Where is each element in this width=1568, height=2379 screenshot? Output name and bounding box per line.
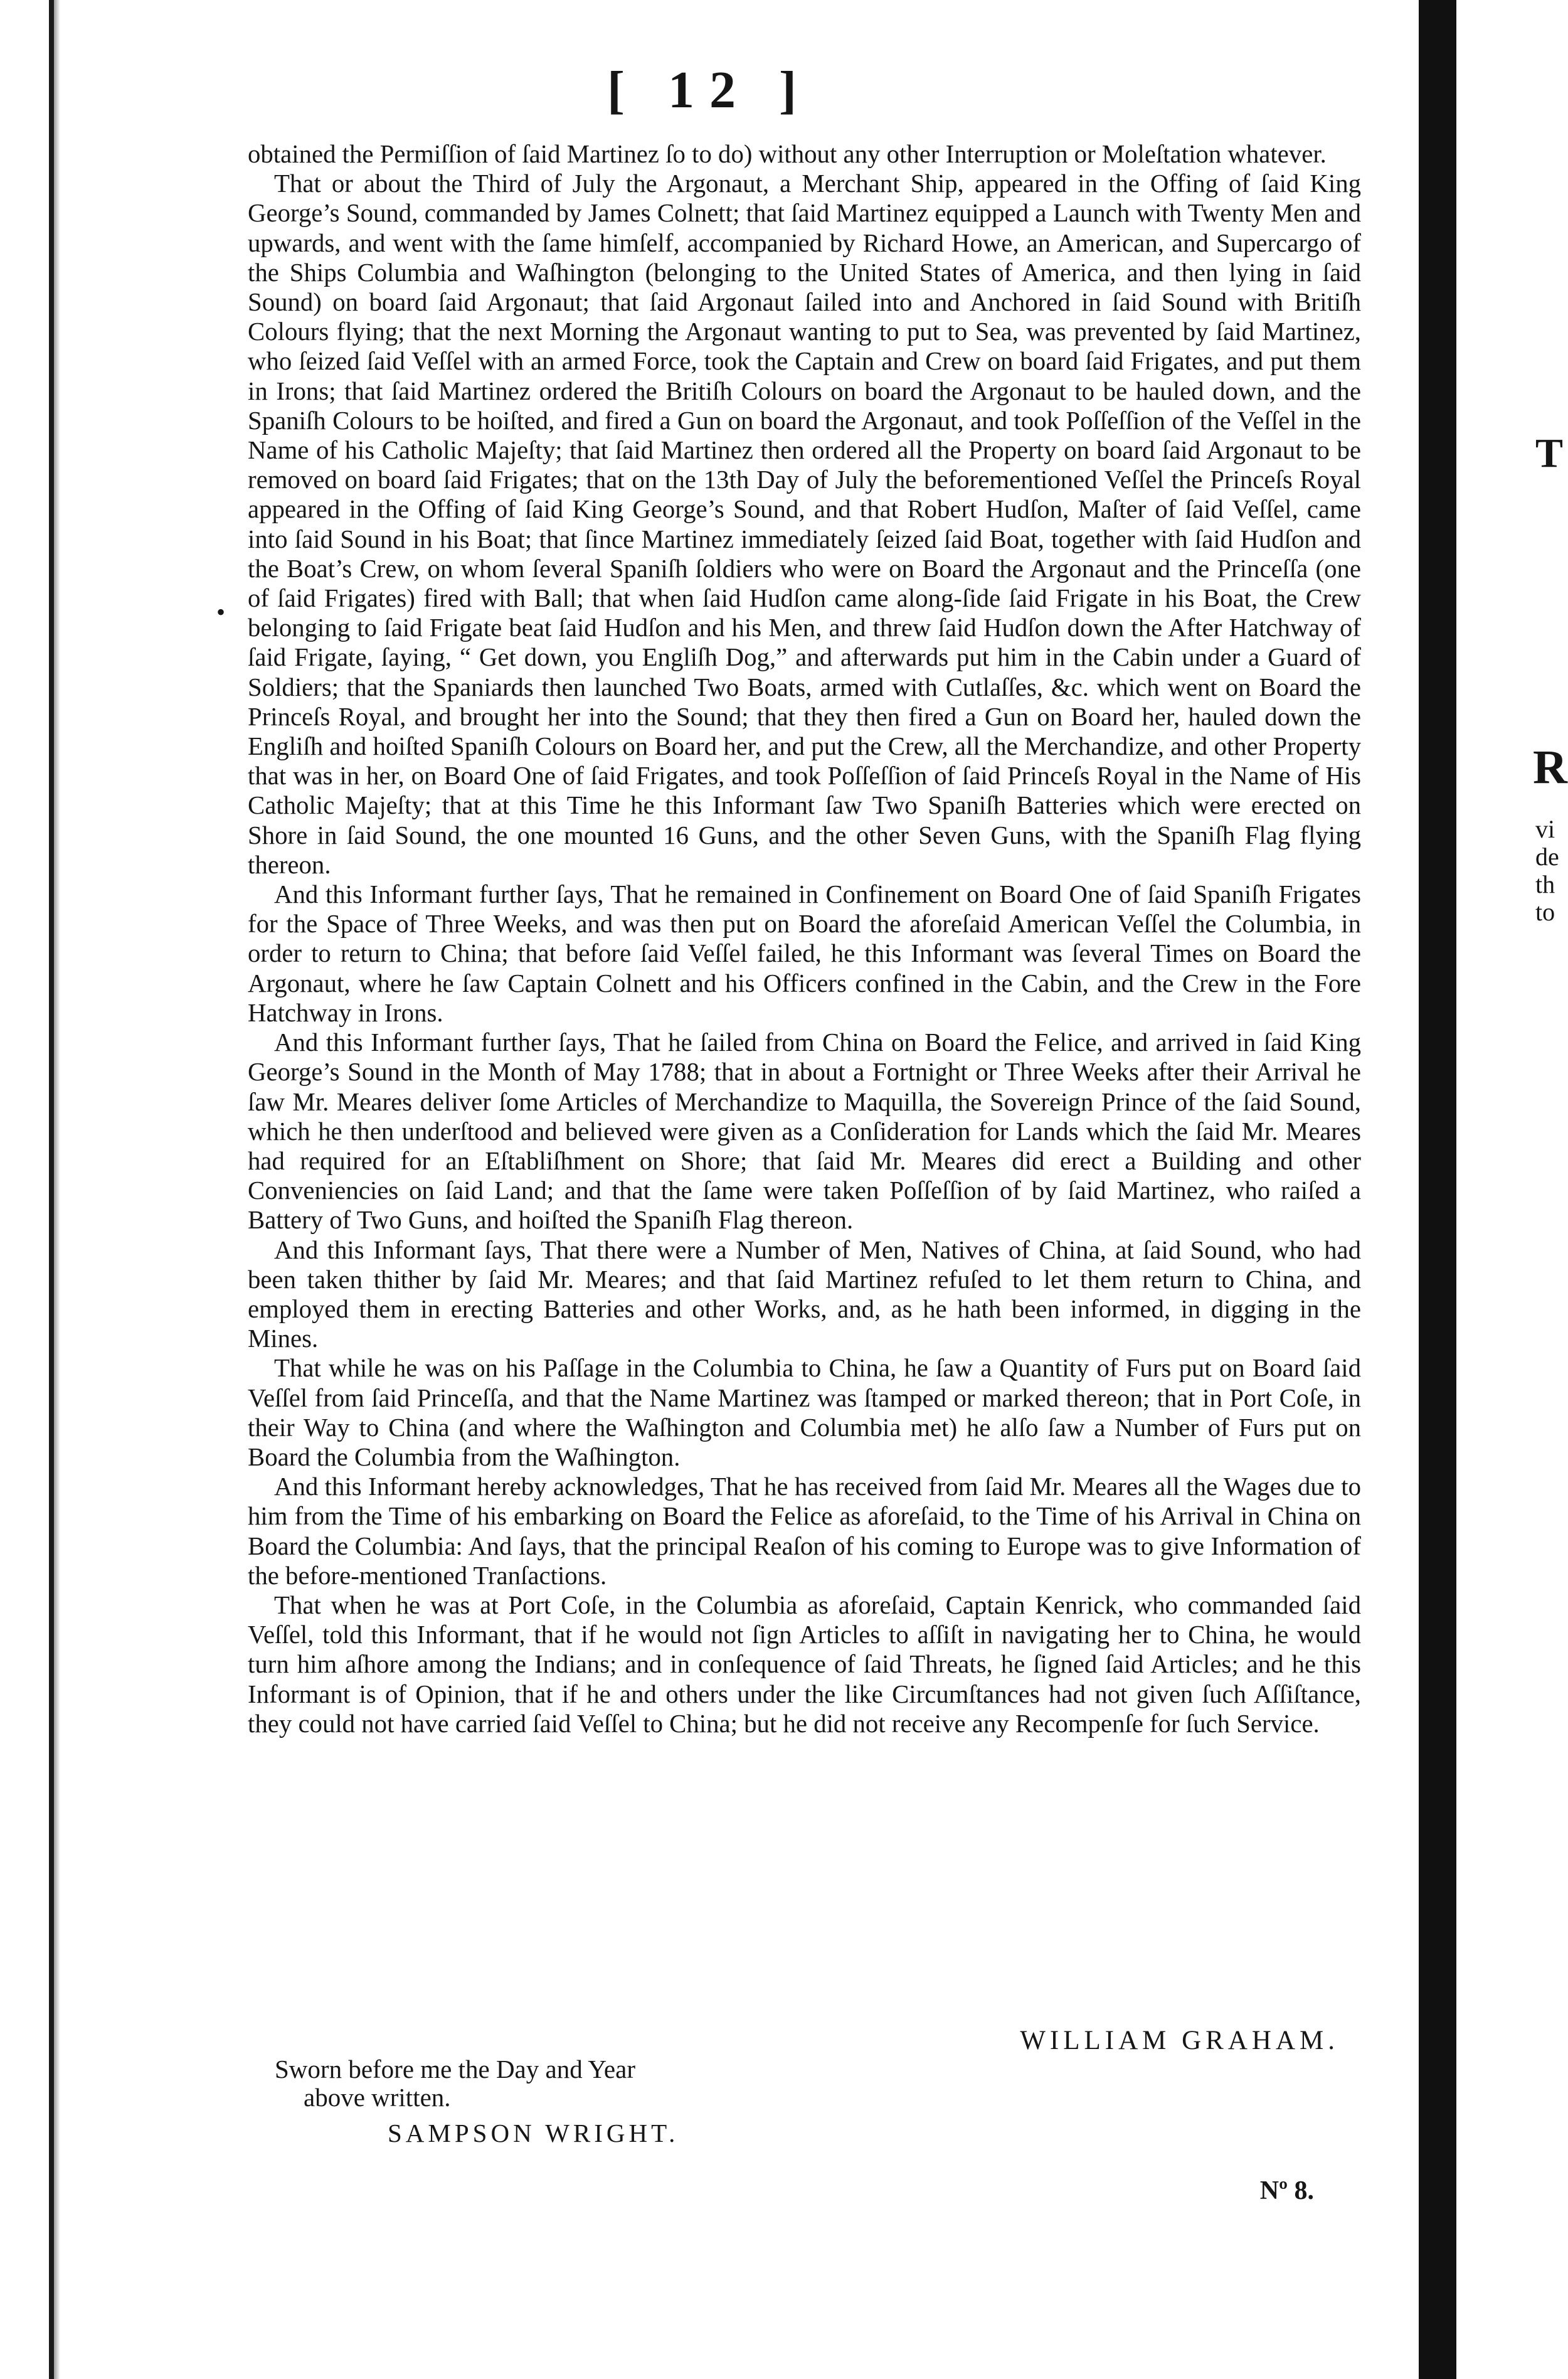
sworn-line-1: Sworn before me the Day and Year [275, 2055, 635, 2084]
facing-page-letter-t: T [1535, 430, 1564, 476]
signature-informant: WILLIAM GRAHAM. [1020, 2026, 1339, 2055]
paragraph-argonaut-seizure: That or about the Third of July the Argonaut, a Merchant Ship, appeared in the Offing of ſaid King George’s Sound, commanded by James Colnett; that ſaid Martinez equipped a Launch with Twenty Men and upwards, and went with the ſame himſelf, accompanied by Richard Howe, an American, and Supercargo of the Ships Columbia and Waſhington (belonging to the United States of America, and then lying in ſaid Sound) on board ſaid Argonaut; that ſaid Argonaut ſailed into and Anchored in ſaid Sound with Britiſh Colours flying; that the next Morning the Argonaut wanting to put to Sea, was prevented by ſaid Martinez, who ſeized ſaid Veſſel with an armed Force, took the Captain and Crew on board ſaid Frigates, and put them in Irons; that ſaid Martinez ordered the Britiſh Colours on board the Argonaut to be hauled down, and the Spaniſh Colours to be hoiſted, and fired a Gun on board the Argonaut, and took Poſſeſſion of the Veſſel in the Name of his Catholic Majeſty; that ſaid Martinez then ordered all the Property on board ſaid Argonaut to be removed on board ſaid Frigates; that on the 13th Day of July the beforementioned Veſſel the Princeſs Royal appeared in the Offing of ſaid King George’s Sound, and that Robert Hudſon, Maſter of ſaid Veſſel, came into ſaid Sound in his Boat; that ſince Martinez immediately ſeized ſaid Boat, together with ſaid Hudſon and the Boat’s Crew, on whom ſeveral Spaniſh ſoldiers who were on Board the Argonaut and the Princeſſa (one of ſaid Frigates) fired with Ball; that when ſaid Hudſon came along-ſide ſaid Frigate in his Boat, the Crew belonging to ſaid Frigate beat ſaid Hudſon and his Men, and threw ſaid Hudſon down the After Hatchway of ſaid Frigate, ſaying, “ Get down, you Engliſh Dog,” and afterwards put him in the Cabin under a Guard of Soldiers; that the Spaniards then launched Two Boats, armed with Cutlaſſes, &c. which went on Board the Princeſs Royal, and brought her into the Sound; that they then fired a Gun on Board her, hauled down the Engliſh and hoiſted Spaniſh Colours on Board her, and put the Crew, all the Merchandize, and other Property that was in her, on Board One of ſaid Frigates, and took Poſſeſſion of ſaid Princeſs Royal in the Name of His Catholic Majeſty; that at this Time he this Informant ſaw Two Spaniſh Batteries which were erected on Shore in ſaid Sound, the one mounted 16 Guns, and the other Seven Guns, with the Spaniſh Flag flying thereon. [248, 169, 1361, 879]
facing-page-fragment: th [1535, 870, 1555, 898]
facing-page-fragment: to [1535, 898, 1555, 926]
catchword: Nº 8. [1259, 2176, 1314, 2205]
book-gutter [1419, 0, 1456, 2379]
page-edge-shadow [54, 0, 60, 2379]
signature-magistrate: SAMPSON WRIGHT. [388, 2119, 679, 2147]
paragraph-felice-arrival: And this Informant further ſays, That he ſailed from China on Board the Felice, and arrived in ſaid King George’s Sound in the Month of May 1788; that in about a Fortnight or Three Weeks after their Arrival he ſaw Mr. Meares deliver ſome Articles of Merchandize to Maquilla, the Sovereign Prince of the ſaid Sound, which he then underſtood and believed were given as a Conſideration for Lands which the ſaid Mr. Meares had required for an Eſtabliſhment on Shore; that ſaid Mr. Meares did erect a Building and other Conveniencies on ſaid Land; and that the ſame were taken Poſſeſſion of by ſaid Martinez, who raiſed a Battery of Two Guns, and hoiſted the Spaniſh Flag thereon. [248, 1028, 1361, 1235]
facing-page-fragment: vi [1535, 815, 1555, 843]
sworn-statement [275, 2055, 635, 2112]
facing-page [1456, 0, 1568, 2379]
paragraph-furs: That while he was on his Paſſage in the Columbia to China, he ſaw a Quantity of Furs put on Board ſaid Veſſel from ſaid Princeſſa, and that the Name Martinez was ſtamped or marked thereon; that in Port Coſe, in their Way to China (and where the Waſhington and Columbia met) he alſo ſaw a Number of Furs put on Board the Columbia from the Waſhington. [248, 1354, 1361, 1471]
facing-page-fragment: de [1535, 843, 1559, 871]
page-number-header: [ 12 ] [607, 61, 812, 119]
paragraph-confinement: And this Informant further ſays, That he remained in Confinement on Board One of ſaid Spaniſh Frigates for the Space of Three Weeks, and was then put on Board the aforeſaid American Veſſel the Columbia, in order to return to China; that before ſaid Veſſel failed, he this Informant was ſeveral Times on Board the Argonaut, where he ſaw Captain Colnett and his Officers confined in the Cabin, and the Crew in the Fore Hatchway in Irons. [248, 880, 1361, 1027]
paragraph-wages: And this Informant hereby acknowledges, That he has received from ſaid Mr. Meares all the Wages due to him from the Time of his embarking on Board the Felice as aforeſaid, to the Time of his Arrival in China on Board the Columbia: And ſays, that the principal Reaſon of his coming to Europe was to give Information of the before-mentioned Tranſactions. [248, 1472, 1361, 1590]
page-binding-edge [49, 0, 54, 2379]
paragraph-continuation: obtained the Permiſſion of ſaid Martinez ſo to do) without any other Interruption or Moleſtation whatever. [248, 140, 1327, 168]
paragraph-port-cose: That when he was at Port Coſe, in the Columbia as aforeſaid, Captain Kenrick, who commanded ſaid Veſſel, told this Informant, that if he would not ſign Articles to aſſiſt in navigating her to China, he would turn him aſhore among the Indians; and in conſequence of ſaid Threats, he ſigned ſaid Articles; and he this Informant is of Opinion, that if he and others under the like Circumſtances had not given ſuch Aſſiſtance, they could not have carried ſaid Veſſel to China; but he did not receive any Recompenſe for ſuch Service. [248, 1590, 1361, 1738]
document-body [248, 139, 1361, 1738]
margin-mark: • [216, 598, 226, 626]
paragraph-chinese-natives: And this Informant ſays, That there were a Number of Men, Natives of China, at ſaid Sound, who had been taken thither by ſaid Mr. Meares; and that ſaid Martinez refuſed to let them return to China, and employed them in erecting Batteries and other Works, and, as he hath been informed, in digging in the Mines. [248, 1235, 1361, 1353]
sworn-line-2: above written. [304, 2083, 451, 2112]
facing-page-letter-r: R [1533, 741, 1567, 794]
